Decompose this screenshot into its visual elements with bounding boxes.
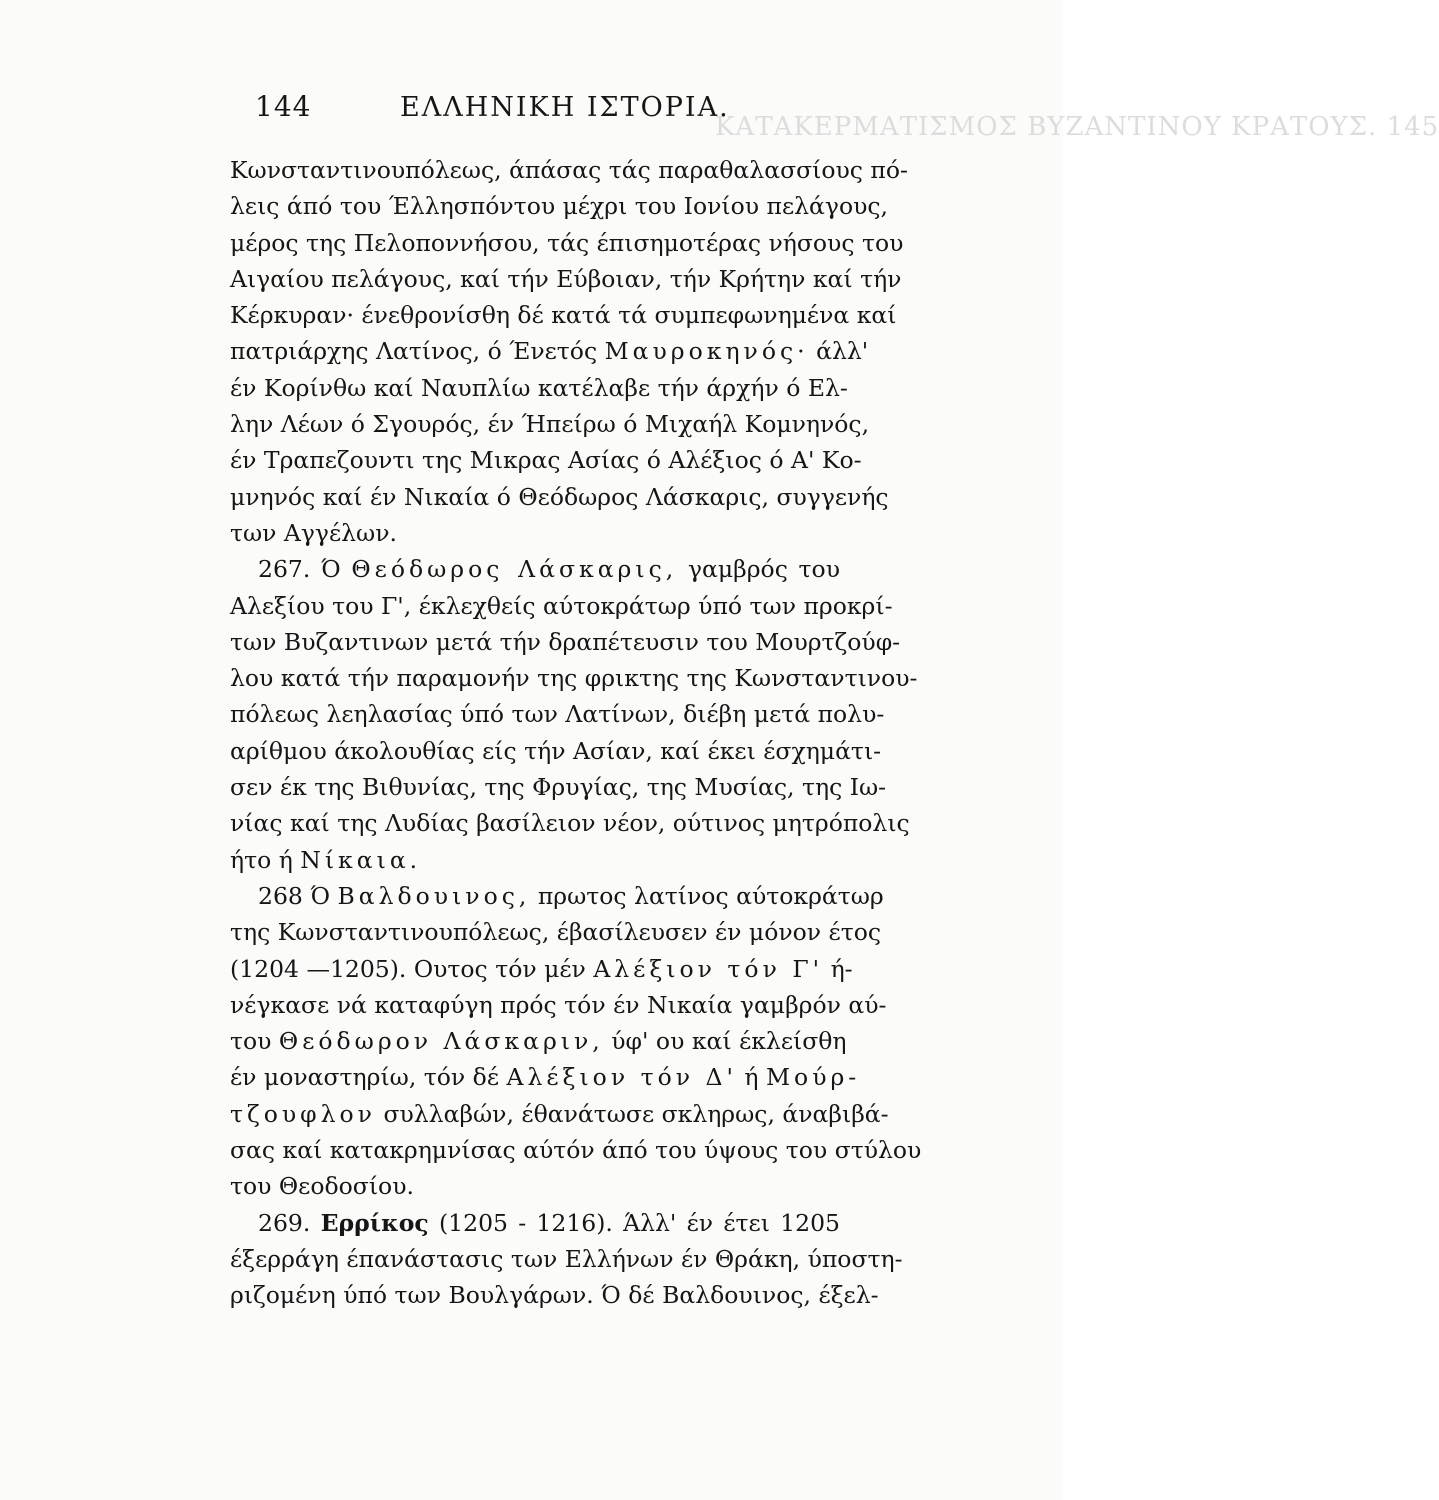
paragraph-269-start: [230, 1205, 840, 1241]
text-line: αρίθμου άκολουθίας είς τήν Ασίαν, καί έκει έσχημάτι-: [230, 736, 882, 765]
text-line: Αλεξίου του Γ', έκλεχθείς αύτοκράτωρ ύπό των προκρί-: [230, 591, 893, 620]
text-line: έν Κορίνθω καί Ναυπλίω κατέλαβε τήν άρχήν ό Ελ-: [230, 373, 848, 402]
text-line: ριζομένη ύπό των Βουλγάρων. Ό δέ Βαλδουινος, έξελ-: [230, 1281, 879, 1310]
text-line: της Κωνσταντινουπόλεως, έβασίλευσεν έν μόνον έτος: [230, 918, 882, 947]
spaced-name: Βαλδουινος,: [337, 881, 531, 910]
text-line: πόλεως λεηλασίας ύπό των Λατίνων, διέβη μετά πολυ-: [230, 700, 885, 729]
spaced-name: τζουφλον: [230, 1099, 376, 1128]
text-line: του Θεοδοσίου.: [230, 1172, 414, 1201]
text-line: νέγκασε νά καταφύγη πρός τόν έν Νικαία γαμβρόν αύ-: [230, 990, 887, 1019]
text-fragment: πρωτος λατίνος αύτοκράτωρ: [537, 881, 884, 910]
text-line: Κωνσταντινουπόλεως, άπάσας τάς παραθαλασσίους πό-: [230, 156, 908, 184]
text-line: έξερράγη έπανάστασις των Ελλήνων έν Θράκη, ύποστη-: [230, 1244, 903, 1273]
spaced-name: Αλέξιον τόν Γ': [593, 954, 824, 983]
spaced-name: Θεόδωρον Λάσκαριν,: [278, 1027, 604, 1056]
paragraph-268-start: [230, 878, 884, 914]
text-line: νίας καί της Λυδίας βασίλειον νέον, ούτινος μητρόπολις: [230, 809, 910, 838]
text-fragment: 267. Ό: [258, 555, 341, 584]
text-line: Αιγαίου πελάγους, καί τήν Εύβοιαν, τήν Κρήτην καί τήν: [230, 264, 902, 293]
spaced-name: Μούρ-: [765, 1063, 861, 1092]
paragraph-267-start: [230, 551, 840, 587]
text-fragment: πατριάρχης Λατίνος, ό Ένετός: [230, 337, 598, 366]
page-number: 144: [255, 90, 312, 123]
text-fragment: ύφ' ου καί έκλείσθη: [611, 1027, 847, 1056]
running-title: ΕΛΛΗΝΙΚΗ ΙΣΤΟΡΙΑ.: [400, 92, 730, 123]
text-line: έν Τραπεζουντι της Μικρας Ασίας ό Αλέξιος ό Α' Κο-: [230, 446, 862, 475]
text-line: λεις άπό του Έλλησπόντου μέχρι του Ιονίου πελάγους,: [230, 192, 889, 221]
text-fragment: ή-: [830, 954, 853, 983]
text-line: μέρος της Πελοποννήσου, τάς έπισημοτέρας νήσους του: [230, 228, 904, 257]
text-line: [230, 1096, 889, 1132]
spaced-name: Νίκαια.: [300, 845, 422, 874]
text-fragment: 268 Ό: [258, 881, 330, 910]
text-fragment: ή: [744, 1063, 759, 1092]
body-text: [230, 152, 922, 1314]
text-line: [230, 1023, 847, 1059]
text-line: των Βυζαντινων μετά τήν δραπέτευσιν του Μουρτζούφ-: [230, 627, 901, 656]
text-line: [230, 333, 869, 369]
bold-heading: Ερρίκος: [320, 1208, 429, 1237]
text-fragment: ήτο ή: [230, 845, 293, 874]
spaced-name: Μαυροκηνός·: [604, 337, 809, 366]
text-line: λου κατά τήν παραμονήν της φρικτης της Κωνσταντινου-: [230, 664, 918, 693]
text-fragment: (1204 —1205). Ουτος τόν μέν: [230, 954, 586, 983]
text-line: μνηνός καί έν Νικαία ό Θεόδωρος Λάσκαρις, συγγενής: [230, 482, 889, 511]
text-line: [230, 842, 840, 878]
text-fragment: (1205 - 1216). Άλλ' έν έτει 1205: [439, 1208, 840, 1237]
text-fragment: του: [230, 1027, 272, 1056]
text-fragment: έν μοναστηρίω, τόν δέ: [230, 1063, 499, 1092]
text-line: σας καί κατακρημνίσας αύτόν άπό του ύψους του στύλου: [230, 1136, 922, 1165]
spaced-name: Θεόδωρος Λάσκαρις,: [351, 555, 678, 584]
text-fragment: άλλ': [816, 337, 869, 366]
spaced-name: Αλέξιον τόν Δ': [506, 1063, 737, 1092]
text-line: σεν έκ της Βιθυνίας, της Φρυγίας, της Μυσίας, της Ιω-: [230, 773, 887, 802]
text-fragment: συλλαβών, έθανάτωσε σκληρως, άναβιβά-: [383, 1099, 889, 1128]
text-fragment: γαμβρός του: [687, 555, 840, 584]
text-line: Κέρκυραν· ένεθρονίσθη δέ κατά τά συμπεφωνημένα καί: [230, 301, 897, 330]
page-header: [0, 90, 1063, 130]
text-line: των Αγγέλων.: [230, 518, 397, 547]
text-line: [230, 951, 853, 987]
text-line: λην Λέων ό Σγουρός, έν Ήπείρω ό Μιχαήλ Κομνηνός,: [230, 410, 870, 439]
bleed-through-text: ΚΑΤΑΚΕΡΜΑΤΙΣΜΟΣ ΒΥΖΑΝΤΙΝΟΥ ΚΡΑΤΟΥΣ. 145: [715, 112, 1439, 142]
text-line: [230, 1059, 861, 1095]
text-fragment: 269.: [258, 1208, 311, 1237]
